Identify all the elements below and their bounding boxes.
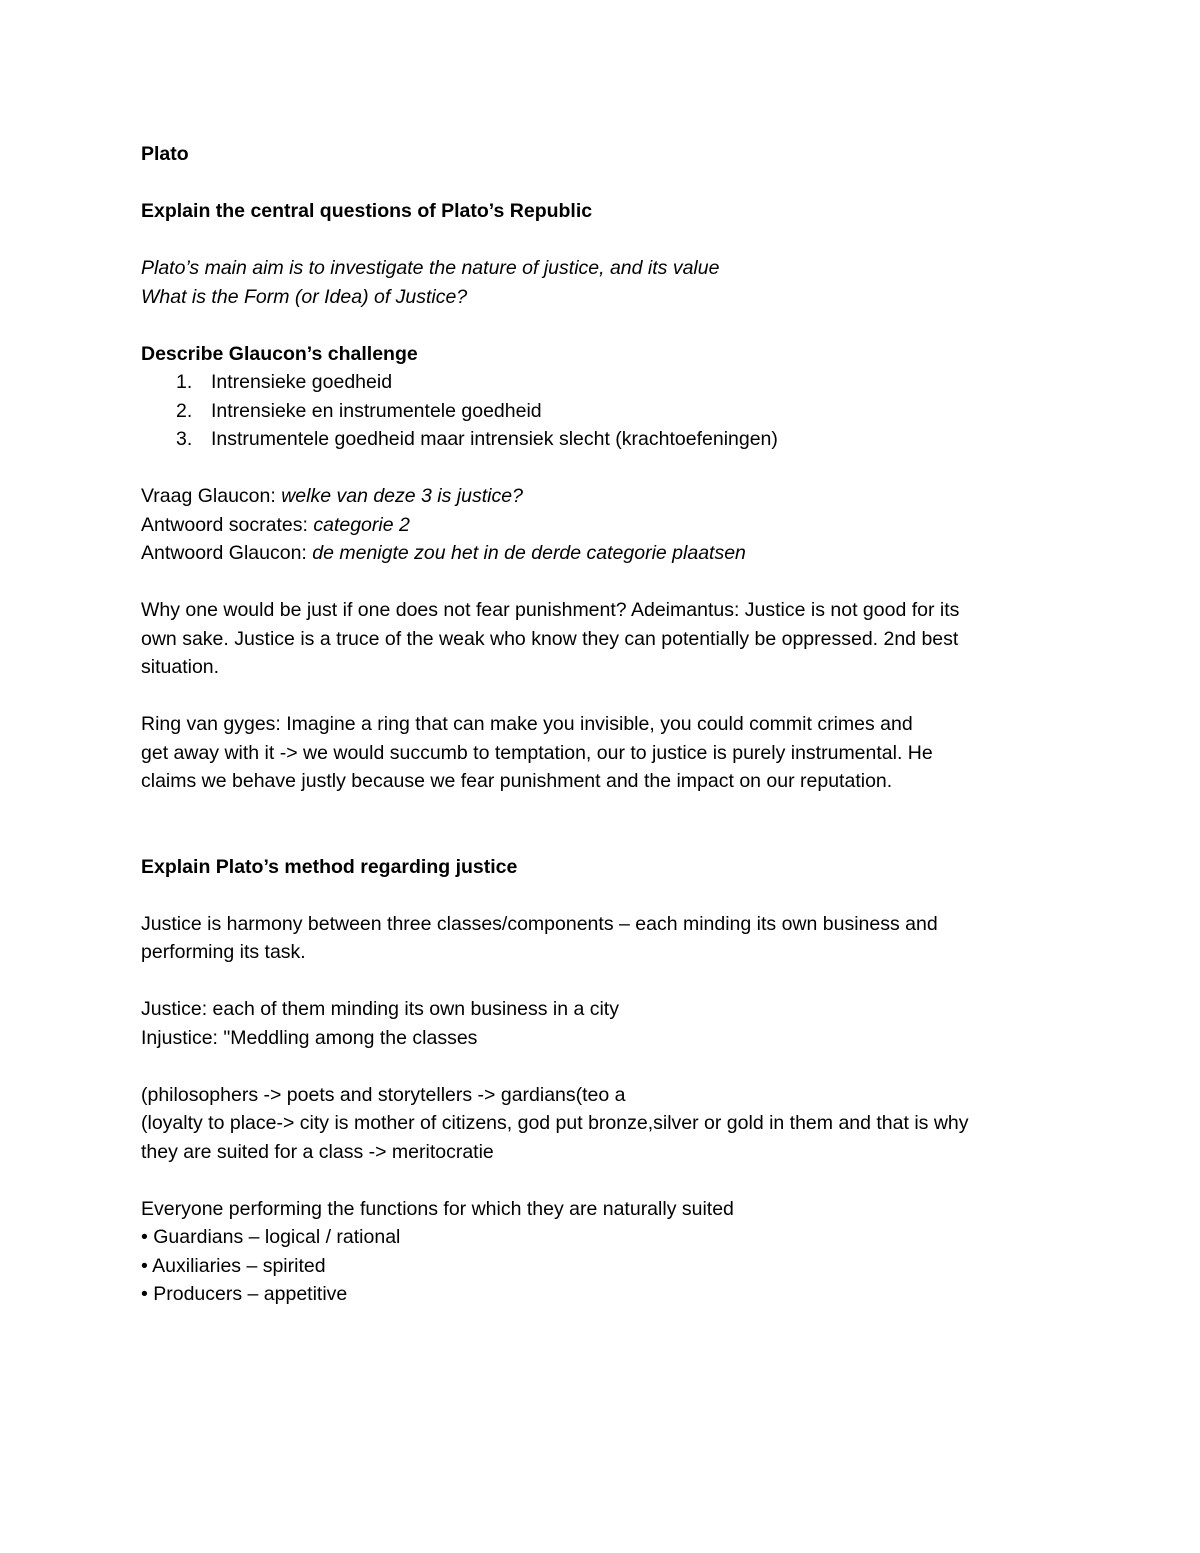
text-line: What is the Form (or Idea) of Justice? [141, 285, 468, 308]
text-line: claims we behave justly because we fear punishment and the impact on our reputation. [141, 770, 893, 792]
numbered-list [141, 368, 1071, 454]
qa-label: Antwoord socrates: [141, 513, 314, 536]
text-line: get away with it -> we would succumb to temptation, our to justice is purely instrumental. He [141, 741, 933, 764]
qa-line [141, 482, 1071, 511]
section-heading-glaucon-challenge: Describe Glaucon’s challenge [141, 342, 418, 365]
text-line: Ring van gyges: Imagine a ring that can make you invisible, you could commit crimes and [141, 713, 913, 735]
list-number: 2. [176, 399, 193, 422]
text-line: Plato’s main aim is to investigate the nature of justice, and its value [141, 257, 720, 279]
qa-line [141, 511, 1071, 540]
qa-value: categorie 2 [313, 513, 410, 536]
document-page [141, 140, 1071, 1309]
list-item-text: Intrensieke en instrumentele goedheid [211, 399, 542, 422]
list-item [141, 397, 1071, 426]
bullet-item: • Guardians – logical / rational [141, 1226, 401, 1248]
text-line: Why one would be just if one does not fear punishment? Adeimantus: Justice is not good for its [141, 599, 960, 621]
text-line: they are suited for a class -> meritocratie [141, 1140, 494, 1163]
text-line: situation. [141, 656, 220, 678]
qa-value: de menigte zou het in de derde categorie plaatsen [312, 542, 746, 564]
qa-line [141, 539, 1071, 568]
text-line: (loyalty to place-> city is mother of citizens, god put bronze,silver or gold in them and that is why [141, 1112, 969, 1134]
list-number: 1. [176, 371, 193, 393]
text-line: (philosophers -> poets and storytellers -> gardians(teo a [141, 1083, 626, 1106]
text-line: Injustice: "Meddling among the classes [141, 1026, 478, 1049]
document-title: Plato [141, 143, 189, 165]
qa-label: Antwoord Glaucon: [141, 542, 313, 564]
text-line: Everyone performing the functions for which they are naturally suited [141, 1197, 734, 1220]
text-line: own sake. Justice is a truce of the weak who know they can potentially be oppressed. 2nd best [141, 627, 959, 650]
section-heading-method: Explain Plato’s method regarding justice [141, 855, 518, 878]
text-line: Justice is harmony between three classes/components – each minding its own business and [141, 912, 938, 935]
list-number: 3. [176, 428, 193, 450]
list-item [141, 368, 1071, 397]
section-heading-central-questions: Explain the central questions of Plato’s Republic [141, 200, 593, 222]
qa-value: welke van deze 3 is justice? [281, 485, 523, 507]
bullet-item: • Producers – appetitive [141, 1283, 348, 1305]
list-item-text: Instrumentele goedheid maar intrensiek slecht (krachtoefeningen) [211, 428, 778, 450]
text-line: performing its task. [141, 941, 306, 963]
list-item [141, 425, 1071, 454]
bullet-item: • Auxiliaries – spirited [141, 1254, 326, 1277]
text-line: Justice: each of them minding its own business in a city [141, 998, 619, 1020]
qa-label: Vraag Glaucon: [141, 485, 282, 507]
list-item-text: Intrensieke goedheid [211, 371, 393, 393]
